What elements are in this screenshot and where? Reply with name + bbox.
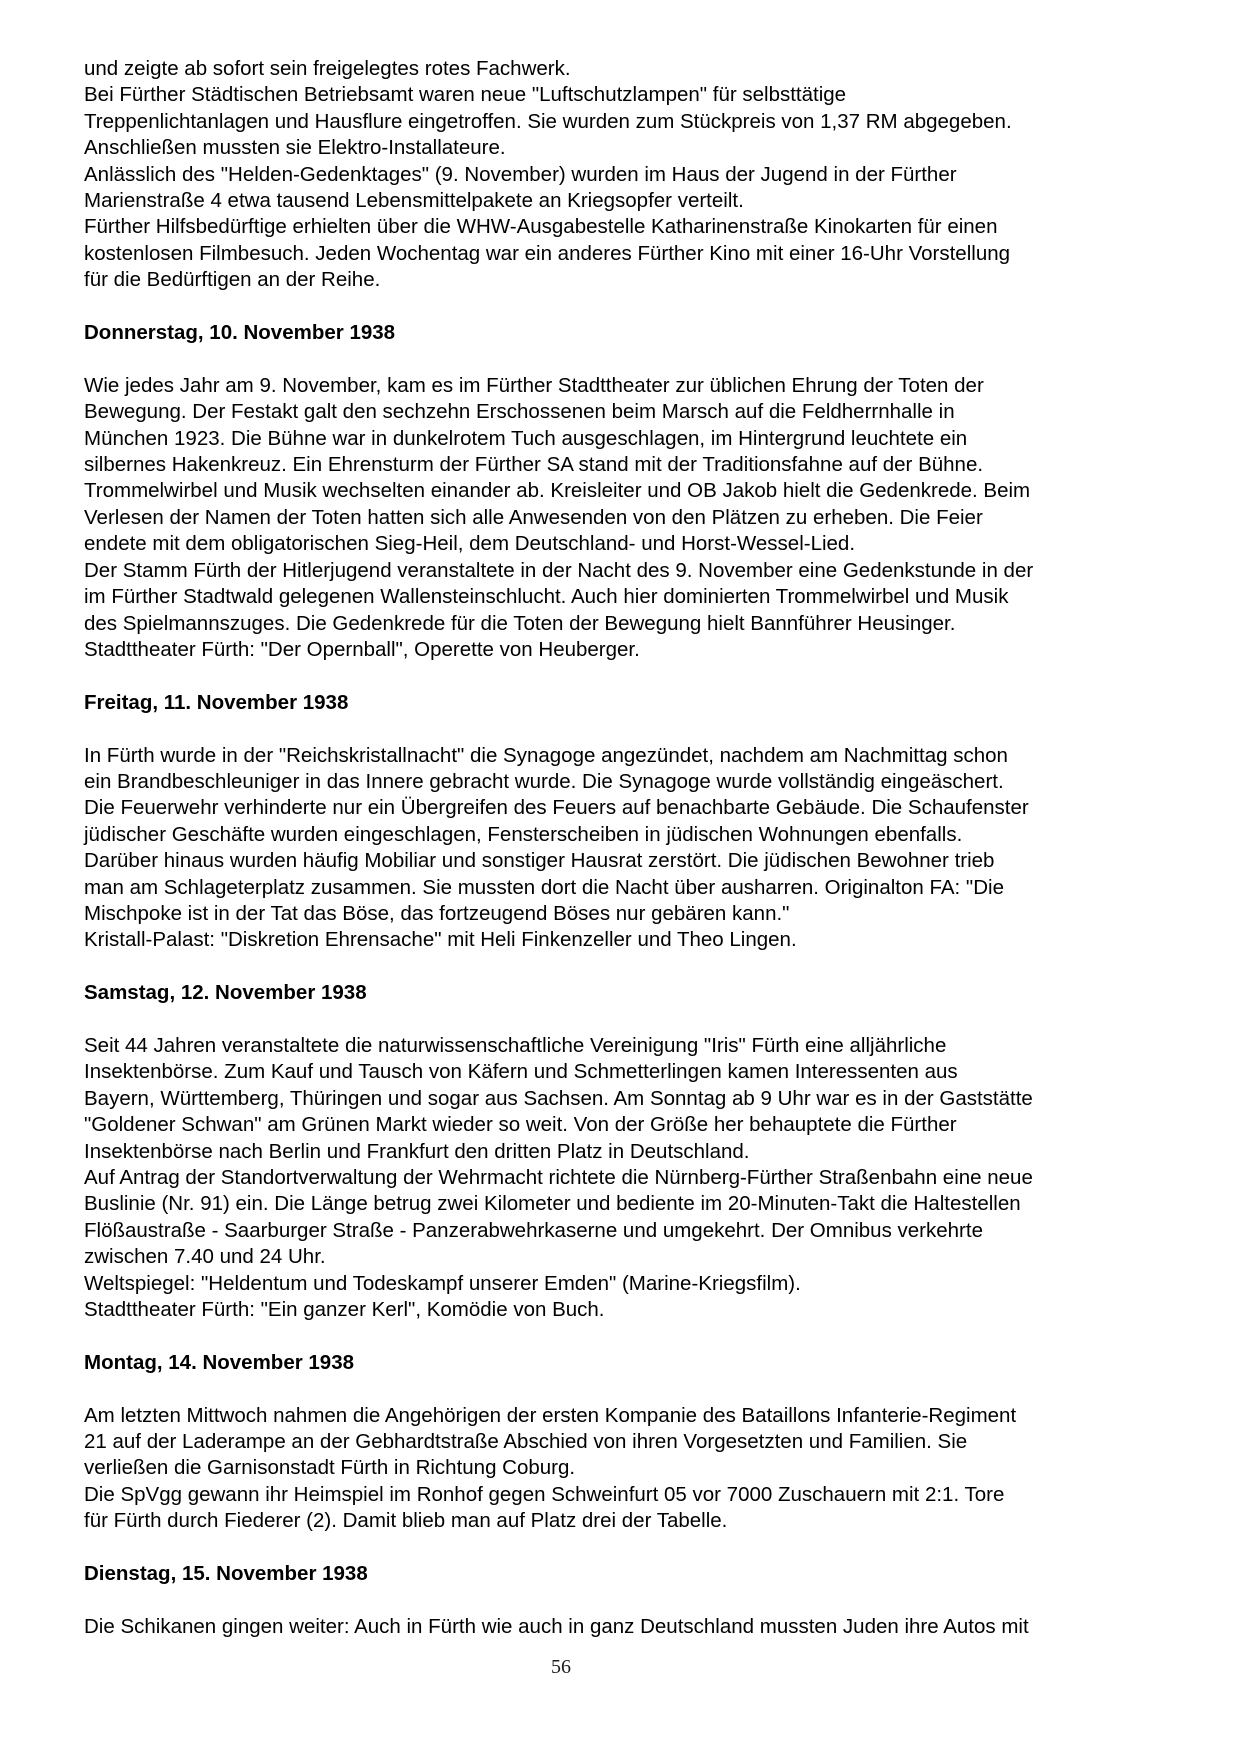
text-line: für Fürth durch Fiederer (2). Damit blieb man auf Platz drei der Tabelle. [84,1509,728,1533]
body-paragraph [84,558,1169,637]
text-line: zwischen 7.40 und 24 Uhr. [84,1245,326,1269]
body-paragraph [84,1482,1169,1535]
text-line: Darüber hinaus wurden häufig Mobiliar und sonstiger Hausrat zerstört. Die jüdischen Bewohner trieb [84,849,995,873]
text-line: In Fürth wurde in der "Reichskristallnacht" die Synagoge angezündet, nachdem am Nachmittag schon [84,743,1008,767]
text-line: ein Brandbeschleuniger in das Innere gebracht wurde. Die Synagoge wurde vollständig eingeäschert. [84,769,1004,793]
text-line: Treppenlichtanlagen und Hausflure eingetroffen. Sie wurden zum Stückpreis von 1,37 RM abgegeben. [84,109,1012,133]
body-paragraph [84,1614,1169,1640]
body-paragraph [84,56,1169,82]
text-line: Die Feuerwehr verhinderte nur ein Übergreifen des Feuers auf benachbarte Gebäude. Die Schaufenster [84,796,1029,820]
text-line: Flößaustraße - Saarburger Straße - Panzerabwehrkaserne und umgekehrt. Der Omnibus verkehrte [84,1218,983,1242]
page-number: 56 [551,1656,571,1678]
text-line: Insektenbörse nach Berlin und Frankfurt den dritten Platz in Deutschland. [84,1139,750,1163]
text-line: Weltspiegel: "Heldentum und Todeskampf unserer Emden" (Marine-Kriegsfilm). [84,1271,801,1295]
text-line: für die Bedürftigen an der Reihe. [84,268,381,292]
text-line: Die SpVgg gewann ihr Heimspiel im Ronhof gegen Schweinfurt 05 vor 7000 Zuschauern mit 2:1. Tore [84,1482,1005,1506]
body-paragraph [84,743,1169,928]
text-line: man am Schlageterplatz zusammen. Sie mussten dort die Nacht über ausharren. Originalton FA: "Die [84,875,1004,899]
text-line: München 1923. Die Bühne war in dunkelrotem Tuch ausgeschlagen, im Hintergrund leuchtete ein [84,426,968,450]
body-paragraph [84,214,1169,293]
body-paragraph [84,927,1169,953]
body-paragraph [84,162,1169,215]
body-paragraph [84,1033,1169,1165]
text-line: Seit 44 Jahren veranstaltete die naturwissenschaftliche Vereinigung "Iris" Fürth eine alljährliche [84,1033,947,1057]
text-line: Wie jedes Jahr am 9. November, kam es im Fürther Stadttheater zur üblichen Ehrung der Toten der [84,373,984,397]
text-line: Die Schikanen gingen weiter: Auch in Fürth wie auch in ganz Deutschland mussten Juden ihre Autos mit [84,1614,1029,1638]
text-line: Fürther Hilfsbedürftige erhielten über die WHW-Ausgabestelle Katharinenstraße Kinokarten für einen [84,215,998,239]
text-line: Anschließen mussten sie Elektro-Installateure. [84,136,506,160]
text-line: Trommelwirbel und Musik wechselten einander ab. Kreisleiter und OB Jakob hielt die Gedenkrede. Beim [84,479,1031,503]
text-line: 21 auf der Laderampe an der Gebhardtstraße Abschied von ihren Vorgesetzten und Familien. Sie [84,1430,968,1453]
text-line: Mischpoke ist in der Tat das Böse, das fortzeugend Böses nur gebären kann." [84,901,790,925]
section-heading: Montag, 14. November 1938 [84,1350,355,1374]
text-line: Kristall-Palast: "Diskretion Ehrensache" mit Heli Finkenzeller und Theo Lingen. [84,928,797,952]
text-line: kostenlosen Filmbesuch. Jeden Wochentag war ein anderes Fürther Kino mit einer 16-Uhr Vorstellung [84,241,1011,265]
section-heading: Donnerstag, 10. November 1938 [84,321,396,345]
text-line: Bei Fürther Städtischen Betriebsamt waren neue "Luftschutzlampen" für selbsttätige [84,83,847,107]
body-paragraph [84,82,1169,161]
body-paragraph [84,1297,1169,1323]
section-heading: Freitag, 11. November 1938 [84,690,349,714]
document-content [84,56,1169,1640]
text-line: Bayern, Württemberg, Thüringen und sogar aus Sachsen. Am Sonntag ab 9 Uhr war es in der Gaststätte [84,1086,1033,1110]
text-line: Auf Antrag der Standortverwaltung der Wehrmacht richtete die Nürnberg-Fürther Straßenbahn eine neue [84,1165,1033,1189]
text-line: silbernes Hakenkreuz. Ein Ehrensturm der Fürther SA stand mit der Traditionsfahne auf der Bühne. [84,453,984,477]
text-line: endete mit dem obligatorischen Sieg-Heil, dem Deutschland- und Horst-Wessel-Lied. [84,532,856,556]
text-line: Stadttheater Fürth: "Der Opernball", Operette von Heuberger. [84,637,640,661]
body-paragraph [84,373,1169,558]
text-line: Stadttheater Fürth: "Ein ganzer Kerl", Komödie von Buch. [84,1298,605,1321]
text-line: Anlässlich des "Helden-Gedenktages" (9. November) wurden im Haus der Jugend in der Fürther [84,162,957,186]
text-line: Buslinie (Nr. 91) ein. Die Länge betrug zwei Kilometer und bediente im 20-Minuten-Takt die Haltestellen [84,1192,1021,1216]
text-line: im Fürther Stadtwald gelegenen Wallensteinschlucht. Auch hier dominierten Trommelwirbel und Musik [84,585,1009,609]
text-line: Marienstraße 4 etwa tausend Lebensmittelpakete an Kriegsopfer verteilt. [84,189,744,213]
text-line: Bewegung. Der Festakt galt den sechzehn Erschossenen beim Marsch auf die Feldherrnhalle in [84,400,955,424]
body-paragraph [84,637,1169,663]
text-line: Insektenbörse. Zum Kauf und Tausch von Käfern und Schmetterlingen kamen Interessenten aus [84,1060,958,1084]
body-paragraph [84,1403,1169,1482]
text-line: "Goldener Schwan" am Grünen Markt wieder so weit. Von der Größe her behauptete die Fürther [84,1113,957,1137]
text-line: des Spielmannszuges. Die Gedenkrede für die Toten der Bewegung hielt Bannführer Heusinger. [84,611,956,635]
text-line: verließen die Garnisonstadt Fürth in Richtung Coburg. [84,1456,576,1480]
text-line: Der Stamm Fürth der Hitlerjugend veranstaltete in der Nacht des 9. November eine Gedenkstunde in der [84,558,1034,582]
text-line: und zeigte ab sofort sein freigelegtes rotes Fachwerk. [84,57,571,80]
section-heading: Dienstag, 15. November 1938 [84,1562,368,1586]
body-paragraph [84,1271,1169,1297]
text-line: jüdischer Geschäfte wurden eingeschlagen, Fensterscheiben in jüdischen Wohnungen ebenfalls. [84,822,963,846]
text-line: Am letzten Mittwoch nahmen die Angehörigen der ersten Kompanie des Bataillons Infanterie-Regiment [84,1403,1017,1427]
section-heading: Samstag, 12. November 1938 [84,981,367,1005]
body-paragraph [84,1165,1169,1271]
text-line: Verlesen der Namen der Toten hatten sich alle Anwesenden von den Plätzen zu erheben. Die Feier [84,505,983,529]
